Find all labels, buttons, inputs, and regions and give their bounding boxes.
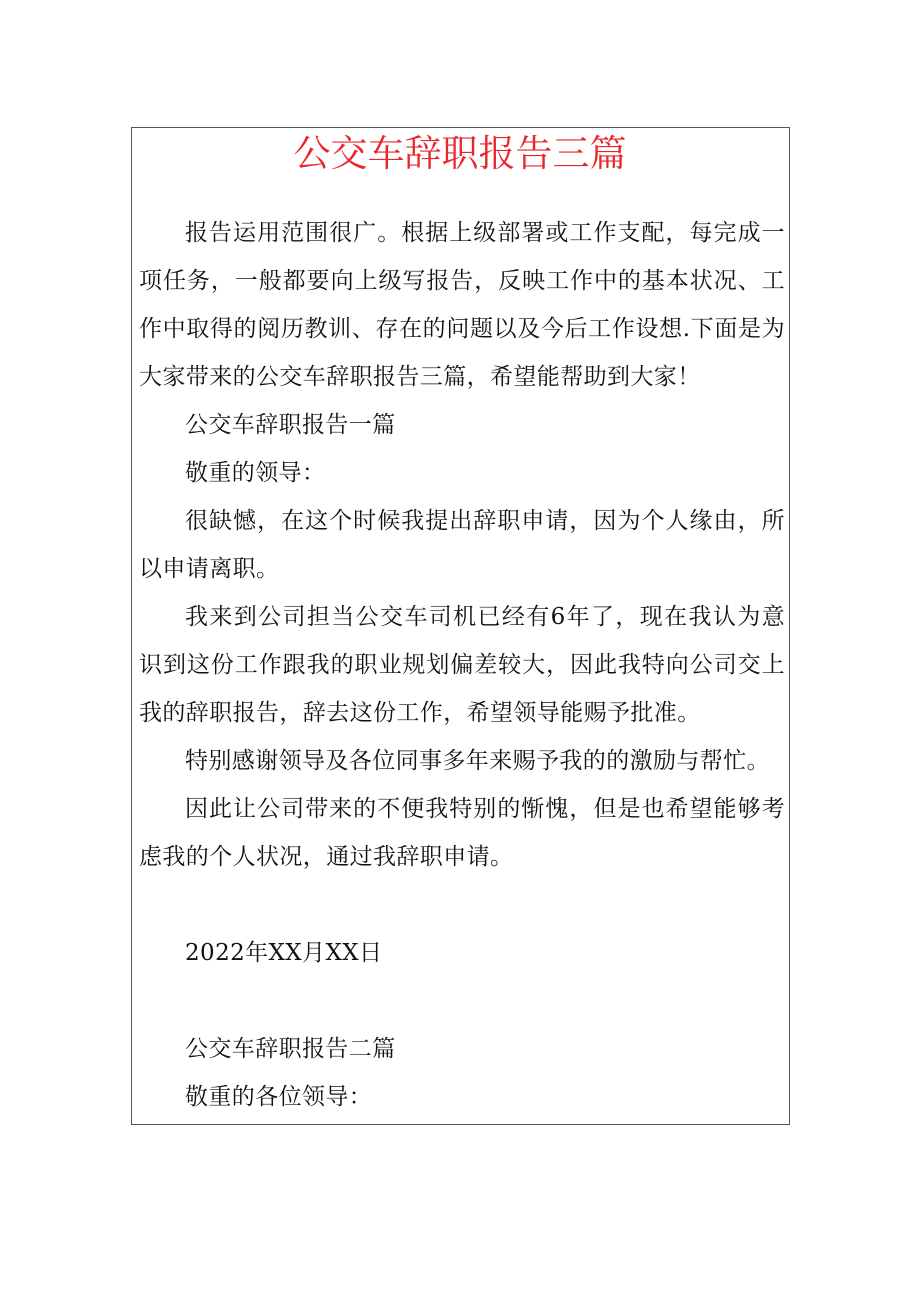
section1-salutation: 敬重的领导： [185, 460, 326, 486]
document-title: 公交车辞职报告三篇 [293, 132, 627, 175]
spacer [139, 881, 785, 929]
section2-heading: 公交车辞职报告二篇 [185, 1036, 396, 1062]
section1-paragraph: 我来到公司担当公交车司机已经有6年了，现在我认为意识到这份工作跟我的职业规划偏差较大，因此我特向公司交上我的辞职报告，辞去这份工作，希望领导能赐予批准。 [139, 604, 785, 726]
section1-paragraph: 特别感谢领导及各位同事多年来赐予我的的激励与帮忙。 [185, 748, 770, 774]
section1-paragraph: 因此让公司带来的不便我特别的惭愧，但是也希望能够考虑我的个人状况，通过我辞职申请。 [139, 796, 785, 870]
section2-salutation: 敬重的各位领导： [185, 1084, 373, 1110]
section1-paragraph: 很缺憾，在这个时候我提出辞职申请，因为个人缘由，所以申请离职。 [139, 508, 785, 582]
section1-heading: 公交车辞职报告一篇 [185, 412, 396, 438]
intro-paragraph: 报告运用范围很广。根据上级部署或工作支配，每完成一项任务，一般都要向上级写报告，反映工作中的基本状况、工作中取得的阅历教训、存在的问题以及今后工作设想.下面是为大家带来的公交车辞职报告三篇，希望能帮助到大家！ [139, 220, 785, 390]
section1-date: 2022年XX月XX日 [185, 940, 383, 966]
spacer [139, 977, 785, 1025]
document-body [139, 209, 785, 1121]
